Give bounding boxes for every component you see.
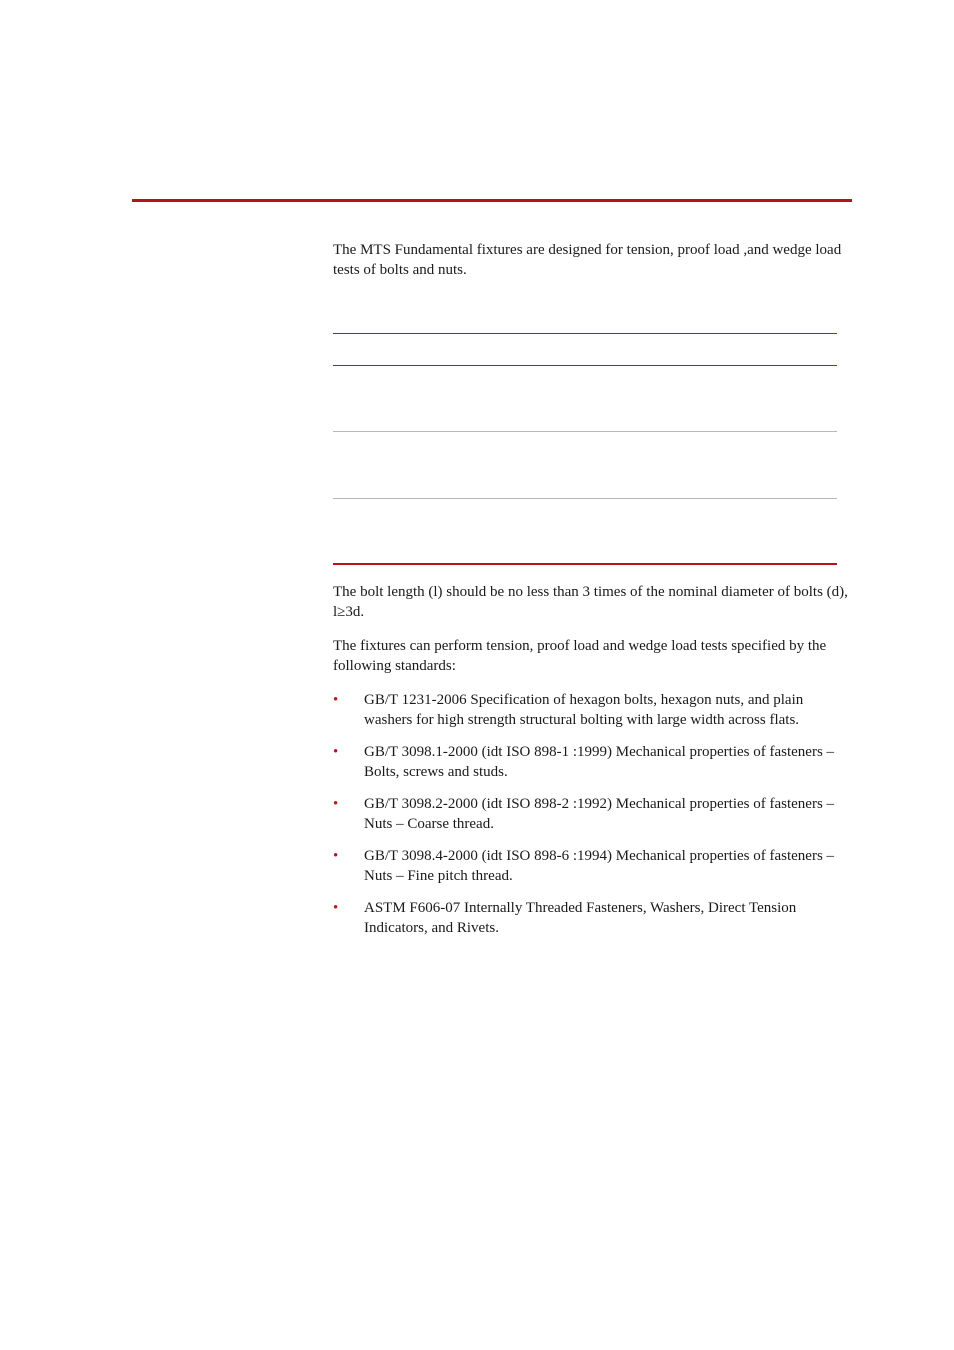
standard-text: GB/T 1231-2006 Specification of hexagon bolts, hexagon nuts, and plain washers for high strength structural bolting with large width across flats.: [364, 692, 804, 728]
table-row-divider: [333, 431, 837, 432]
section-header-rule: [132, 199, 852, 202]
standards-list: [333, 690, 853, 938]
bullet-icon: •: [333, 848, 339, 864]
table-row-divider: [333, 498, 837, 499]
standard-text: GB/T 3098.1-2000 (idt ISO 898-1 :1999) Mechanical properties of fasteners – Bolts, screws and studs.: [364, 744, 835, 780]
list-item: [333, 846, 853, 886]
bullet-icon: •: [333, 744, 339, 760]
bullet-icon: •: [333, 900, 339, 916]
bullet-icon: •: [333, 796, 339, 812]
bullet-icon: •: [333, 692, 339, 708]
standard-text: GB/T 3098.4-2000 (idt ISO 898-6 :1994) Mechanical properties of fasteners – Nuts – Fine pitch thread.: [364, 848, 835, 884]
table-header-rule: [333, 365, 837, 366]
list-item: [333, 742, 853, 782]
bolt-length-paragraph: The bolt length (l) should be no less than 3 times of the nominal diameter of bolts (d), l≥3d.: [333, 584, 848, 620]
table-bottom-rule: [333, 563, 837, 565]
standard-text: GB/T 3098.2-2000 (idt ISO 898-2 :1992) Mechanical properties of fasteners – Nuts – Coarse thread.: [364, 796, 835, 832]
list-item: [333, 794, 853, 834]
specification-table: [333, 333, 837, 567]
intro-section: [333, 240, 853, 280]
requirements-section: [333, 582, 853, 950]
standard-text: ASTM F606-07 Internally Threaded Fasteners, Washers, Direct Tension Indicators, and Rivets.: [364, 900, 797, 936]
table-top-rule: [333, 333, 837, 334]
list-item: [333, 690, 853, 730]
standards-intro-paragraph: The fixtures can perform tension, proof load and wedge load tests specified by the following standards:: [333, 638, 827, 674]
list-item: [333, 898, 853, 938]
intro-paragraph: The MTS Fundamental fixtures are designed for tension, proof load ,and wedge load tests of bolts and nuts.: [333, 242, 842, 278]
